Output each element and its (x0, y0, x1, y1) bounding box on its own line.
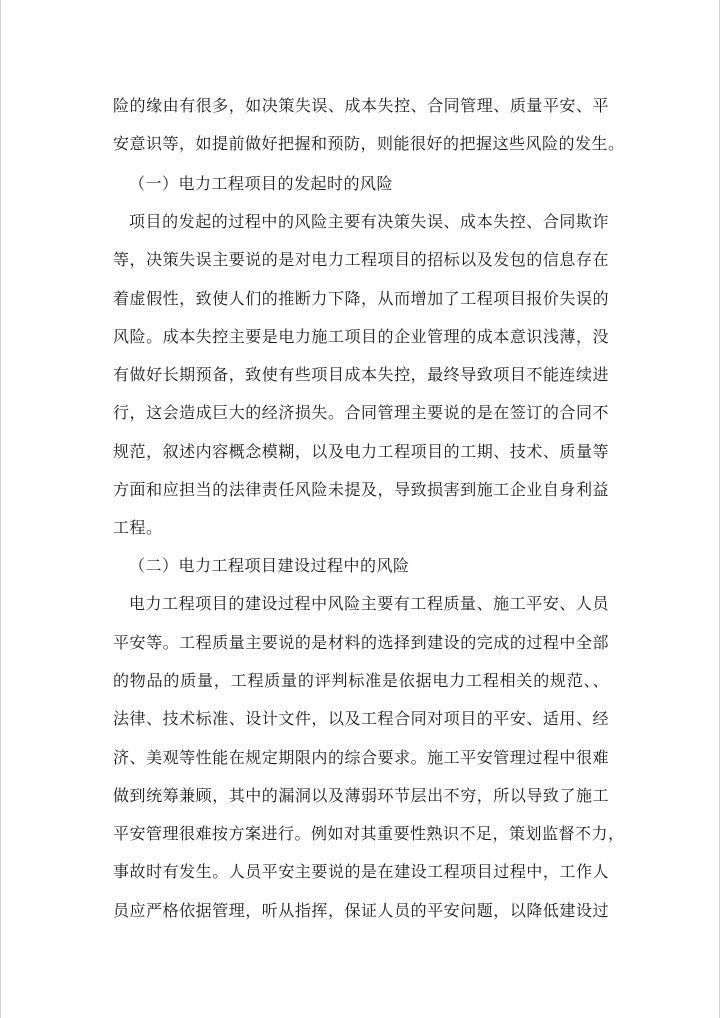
paragraph-line: 着虚假性，致使人们的推断力下降，从而增加了工程项目报价失误的 (113, 289, 609, 308)
paragraph-line: 风险。成本失控主要是电力施工项目的企业管理的成本意识浅薄，没 (113, 327, 609, 346)
paragraph-line: 的物品的质量，工程质量的评判标准是依据电力工程相关的规范、、 (113, 671, 609, 690)
paragraph-line: 险的缘由有很多，如决策失误、成本失控、合同管理、质量平安、平 (113, 96, 609, 115)
paragraph-line: 员应严格依据管理，听从指挥，保证人员的平安问题，以降低建设过 (113, 901, 609, 920)
paragraph-line: 事故时有发生。人员平安主要说的是在建设工程项目过程中，工作人 (113, 862, 609, 881)
section-heading: （二）电力工程项目建设过程中的风险 (129, 556, 410, 575)
paragraph-line: 方面和应担当的法律责任风险未提及，导致损害到施工企业自身利益 (113, 480, 609, 499)
paragraph-line: 工程。 (113, 518, 163, 537)
paragraph-line: 平安等。工程质量主要说的是材料的选择到建设的完成的过程中全部 (113, 633, 609, 652)
paragraph-line: 济、美观等性能在规定期限内的综合要求。施工平安管理过程中很难 (113, 748, 609, 767)
paragraph-line: 行，这会造成巨大的经济损失。合同管理主要说的是在签订的合同不 (113, 403, 609, 422)
paragraph-line: 平安管理很难按方案进行。例如对其重要性熟识不足，策划监督不力， (113, 824, 625, 843)
paragraph-line: 项目的发起的过程中的风险主要有决策失误、成本失控、合同欺诈 (129, 212, 609, 231)
paragraph-line: 安意识等，如提前做好把握和预防，则能很好的把握这些风险的发生。 (113, 134, 625, 153)
paragraph-line: 规范，叙述内容概念模糊，以及电力工程项目的工期、技术、质量等 (113, 442, 609, 461)
paragraph-line: 等，决策失误主要说的是对电力工程项目的招标以及发包的信息存在 (113, 250, 609, 269)
paragraph-line: 做到统筹兼顾，其中的漏洞以及薄弱环节层出不穷，所以导致了施工 (113, 786, 609, 805)
section-heading: （一）电力工程项目的发起时的风险 (129, 174, 394, 193)
paragraph-line: 法律、技术标准、设计文件，以及工程合同对项目的平安、适用、经 (113, 709, 609, 728)
paragraph-line: 有做好长期预备，致使有些项目成本失控，最终导致项目不能连续进 (113, 365, 609, 384)
paragraph-line: 电力工程项目的建设过程中风险主要有工程质量、施工平安、人员 (129, 594, 609, 613)
